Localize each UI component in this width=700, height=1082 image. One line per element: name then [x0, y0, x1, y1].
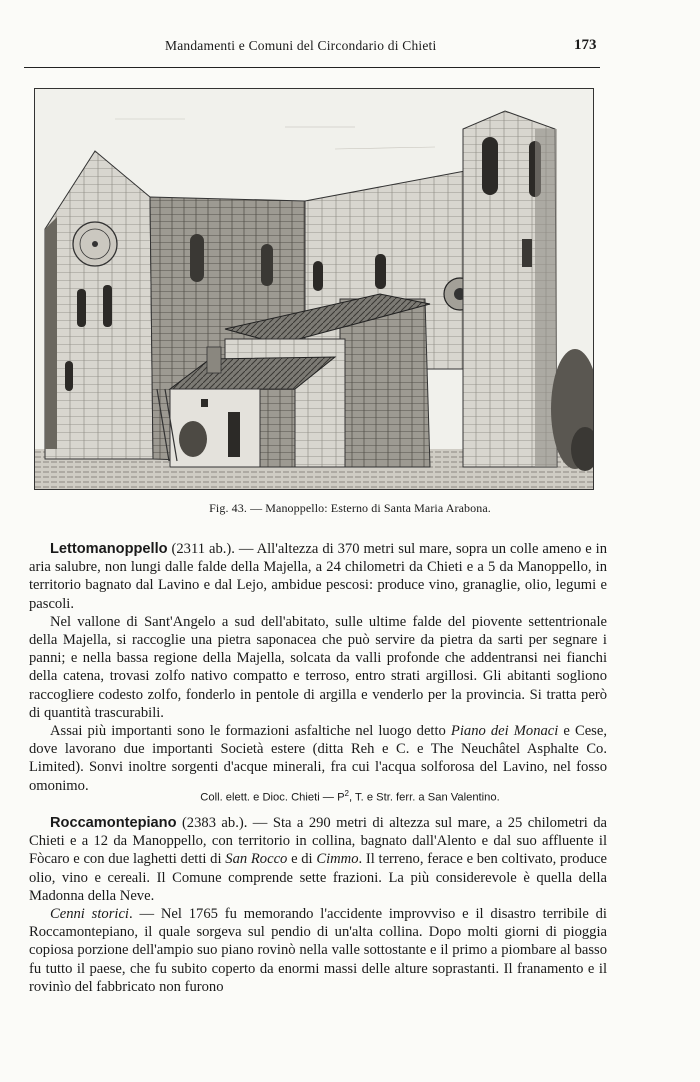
entry-roccamontepiano — [29, 814, 607, 996]
header-rule — [24, 67, 600, 68]
running-title: Mandamenti e Comuni del Circondario di Chieti — [165, 38, 437, 53]
paragraph: Roccamontepiano (2383 ab.). — Sta a 290 metri di altezza sul mare, a 25 chilometri da Chieti e a 12 da Manoppello, con territorio in collina, bagnato dall'Alento e dal suo affluente il Fòcaro e con due laghetti detti di San Rocco e di Cimmo. Il terreno, ferace e ben coltivato, produce olio, vino e cereali. Il Comune comprende sette frazioni. La più considerevole è quella della Madonna della Neve. — [29, 815, 607, 904]
page-number: 173 — [574, 37, 597, 53]
entry-heading: Roccamontepiano — [50, 815, 177, 831]
page-header — [0, 38, 700, 60]
paragraph: Nel vallone di Sant'Angelo a sud dell'abitato, sulle ultime falde del piovente settentrionale della Majella, si raccoglie una pietra saponacea che può servire da pietra da sarti per segnare i panni; e nella bassa regione della Majella, solcata da valli profonde che addentransi nei fianchi della catena, trovasi zolfo nativo compatto e terroso, entro strati argillosi. Gli abitanti sogliono raccogliere codesto zolfo, fonderlo in pentole di argilla e venderlo per la provincia. Si tratta però di quantità trascurabili. — [29, 613, 607, 721]
paragraph: Assai più importanti sono le formazioni asfaltiche nel luogo detto Piano dei Monaci e Cese, dove lavorano due importanti Società estere (ditta Reh e C. e The Neuchâtel Asphalte Co. Limited). Sonvi inoltre sorgenti d'acque minerali, fra cui l'acqua solforosa del Lavino, nel fosso omonimo. — [29, 723, 607, 794]
electoral-note: Coll. elett. e Dioc. Chieti — $P^2$, T. e Str. ferr. a San Valentino. — [200, 789, 500, 804]
figure-caption: Fig. 43. — Manoppello: Esterno di Santa Maria Arabona. — [209, 501, 491, 515]
entry-lettomanoppello — [29, 540, 607, 795]
entry-heading: Lettomanoppello — [50, 541, 168, 557]
church-engraving — [34, 88, 594, 490]
paragraph: Lettomanoppello (2311 ab.). — All'altezza di 370 metri sul mare, sopra un colle ameno e in aria salubre, non lungi dalle falde della Majella, a 24 chilometri da Chieti e a 5 da Manoppello, in territorio bagnato dal Lavino e dal Lejo, ambidue pescosi: produce vino, granaglie, olio, legumi e pascoli. — [29, 541, 607, 612]
paragraph: Cenni storici. — Nel 1765 fu memorando l'accidente improvviso e il disastro terribile di Roccamontepiano, il quale sorgeva sul pendio di un'alta collina. Dopo molti giorni di pioggia copiosa porzione dell'ampio suo piano rovinò nella valle sottostante e il primo a piombare al basso fu tutto il paese, che fu subito coperto da enormi massi delle alture soprastanti. Il franamento e il rovinìo del fabbricato non furono — [29, 906, 607, 995]
